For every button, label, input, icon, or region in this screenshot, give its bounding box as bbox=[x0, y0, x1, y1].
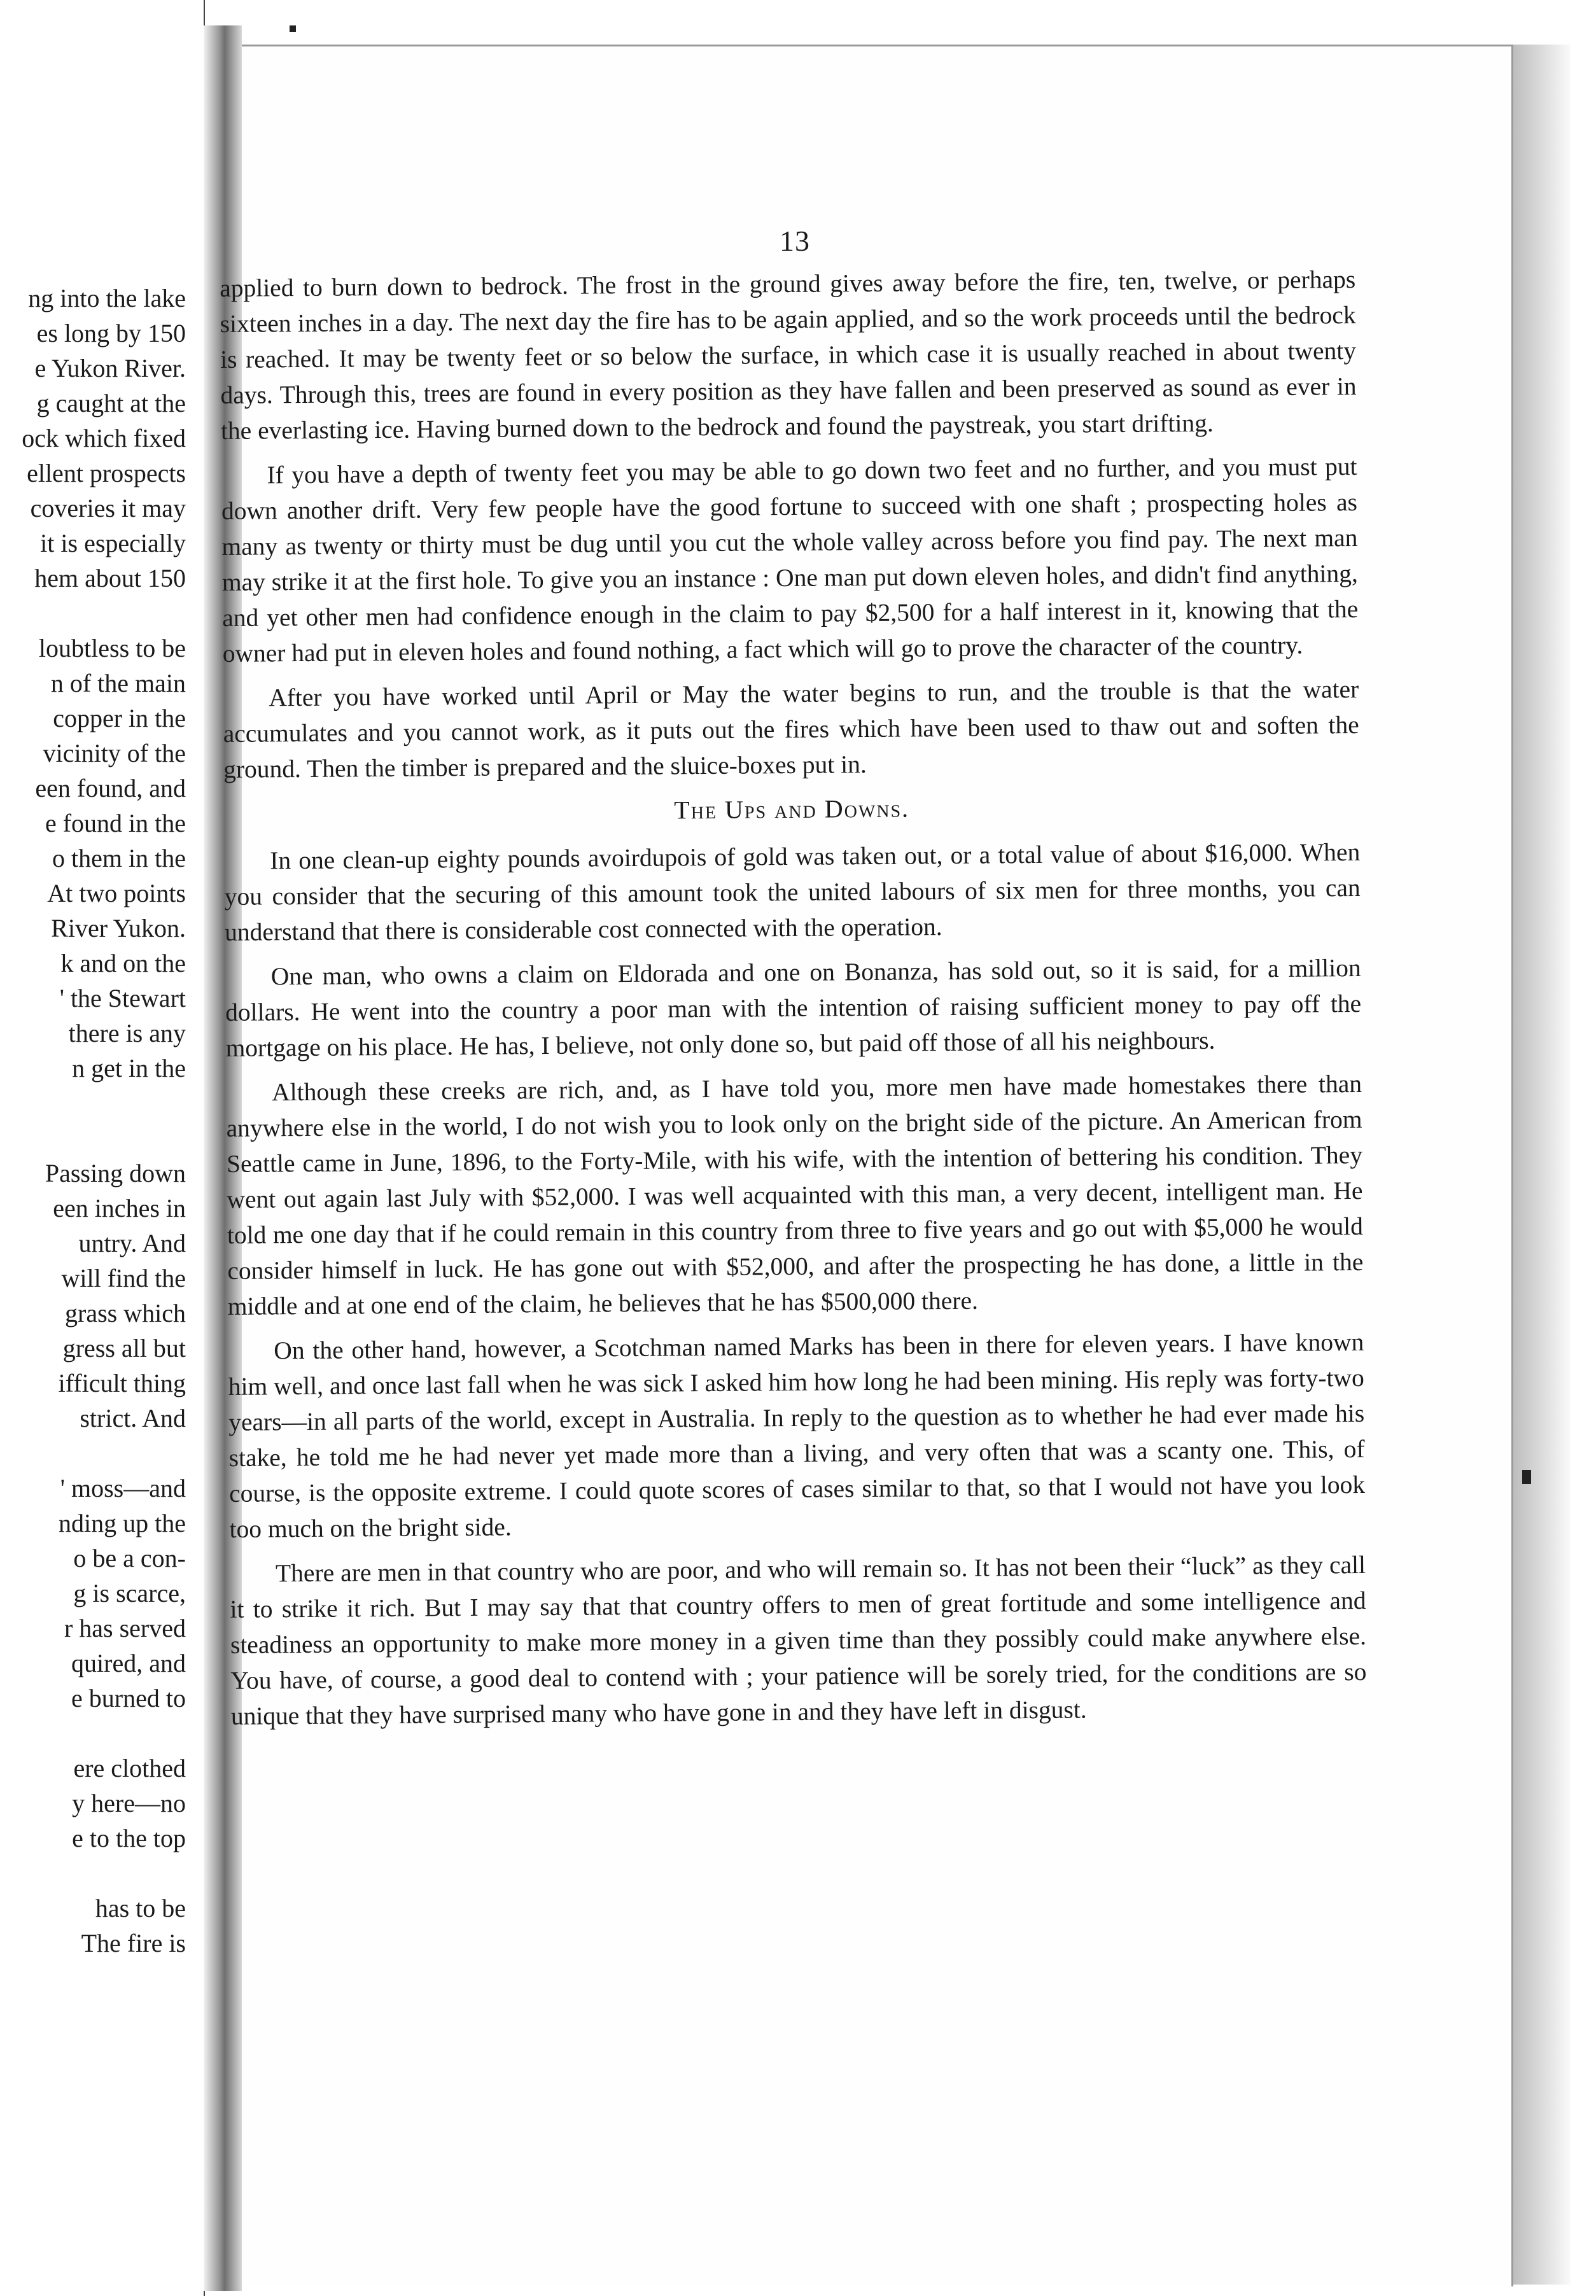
previous-page-line: there is any bbox=[68, 1019, 186, 1047]
previous-page-line: e to the top bbox=[72, 1824, 186, 1852]
previous-page-line: copper in the bbox=[53, 704, 186, 732]
paragraph: If you have a depth of twenty feet you may be able to go down two feet and no further, and you must put down another drift. Very few people have the good fortune to succeed with one shaft ; prospecting holes as many as twenty or thirty must be dug until you cut the whole valley across before you find pay. The next man may strike it at the first hole. To give you an instance : One man put down eleven holes, and didn't find anything, and yet other men had confidence enough in the claim to pay $2,500 for a half interest in it, knowing that the owner had put in eleven holes and found nothing, a fact which will go to prove the character of the country. bbox=[221, 452, 1359, 668]
previous-page-line: ellent prospects bbox=[27, 459, 186, 487]
previous-page-line: At two points bbox=[47, 879, 186, 907]
previous-page-line: n get in the bbox=[72, 1054, 186, 1082]
previous-page-line: quired, and bbox=[71, 1649, 186, 1677]
paragraph: applied to burn down to bedrock. The frost in the ground gives away before the fire, ten, twelve, or perhaps sixteen inches in a day. The next day the fire has to be again applied, and so the work proceeds until the bedrock is reached. It may be twenty feet or so below the surface, in which case it is usually reached in about twenty days. Through this, trees are found in every position as they have fallen and been preserved as sound as ever in the everlasting ice. Having burned down to the bedrock and found the paystreak, you start drifting. bbox=[220, 265, 1357, 445]
previous-page-line: ere clothed bbox=[73, 1754, 186, 1782]
page-body bbox=[220, 262, 1367, 1743]
previous-page-line: ock which fixed bbox=[22, 424, 186, 452]
previous-page-line: g is scarce, bbox=[73, 1579, 186, 1607]
previous-page-line: gress all but bbox=[62, 1334, 186, 1362]
previous-page-line: o them in the bbox=[52, 844, 186, 872]
previous-page-line: k and on the bbox=[60, 949, 186, 977]
previous-page-line: es long by 150 bbox=[36, 319, 186, 347]
paragraph: On the other hand, however, a Scotchman named Marks has been in there for eleven years. I have known him well, and once last fall when he was sick I asked him how long he had been mining. His reply was forty-two years—in all parts of the world, except in Australia. In reply to the question as to whether he had ever made his stake, he told me he had never yet made more than a living, and very often that was a scanty one. This, of course, is the opposite extreme. I could quote scores of cases similar to that, so that I would not have you look too much on the bright side. bbox=[228, 1327, 1366, 1543]
previous-page-line: n of the main bbox=[50, 669, 186, 697]
previous-page-line: Passing down bbox=[45, 1159, 186, 1187]
previous-page-line: untry. And bbox=[78, 1229, 186, 1257]
previous-page-line: e found in the bbox=[45, 809, 186, 837]
previous-page-line: y here—no bbox=[72, 1789, 186, 1817]
scan-mark bbox=[1522, 1470, 1531, 1484]
previous-page-line: grass which bbox=[65, 1299, 186, 1327]
section-heading: The Ups and Downs. bbox=[674, 794, 910, 825]
scan-speck bbox=[290, 25, 296, 32]
previous-page-line: coveries it may bbox=[30, 494, 186, 522]
previous-page-line: has to be bbox=[95, 1894, 186, 1922]
previous-page-line: e burned to bbox=[71, 1684, 186, 1712]
previous-page-line: River Yukon. bbox=[51, 914, 186, 942]
previous-page-line: ' the Stewart bbox=[59, 984, 186, 1012]
previous-page-fragment bbox=[0, 0, 205, 2296]
previous-page-line: ng into the lake bbox=[28, 284, 186, 312]
previous-page-line: The fire is bbox=[81, 1929, 186, 1957]
page-edge-shadow bbox=[1513, 45, 1571, 2285]
paragraph: After you have worked until April or May the water begins to run, and the trouble is that the water accumulates and you cannot work, as it puts out the fires which have been used to thaw out and soften the ground. Then the timber is prepared and the sluice-boxes put in. bbox=[223, 675, 1359, 783]
previous-page-line: loubtless to be bbox=[38, 634, 186, 662]
previous-page-line: g caught at the bbox=[36, 389, 186, 417]
previous-page-line: ' moss—and bbox=[60, 1474, 186, 1502]
previous-page-line: o be a con- bbox=[73, 1544, 186, 1572]
previous-page-line: e Yukon River. bbox=[34, 354, 186, 382]
paragraph: In one clean-up eighty pounds avoirdupois of gold was taken out, or a total value of about $16,000. When you consider that the securing of this amount took the united labours of six men for three months, you can understand that there is considerable cost connected with the operation. bbox=[224, 837, 1361, 946]
previous-page-line: r has served bbox=[64, 1614, 186, 1642]
paragraph: Although these creeks are rich, and, as I have told you, more men have made homestakes there than anywhere else in the world, I do not wish you to look only on the bright side of the picture. An American from Seattle came in June, 1896, to the Forty-Mile, with his wife, with the intention of bettering his condition. They went out again last July with $52,000. I was well acquainted with this man, a very decent, intelligent man. He told me one day that if he could remain in this country from three to five years and go out with $5,000 he would consider himself in luck. He has gone out with $52,000, and after the prospecting he has done, a little in the middle and at one end of the claim, he believes that he has $500,000 there. bbox=[226, 1069, 1364, 1320]
previous-page-line: nding up the bbox=[59, 1509, 186, 1537]
previous-page-line: hem about 150 bbox=[34, 564, 186, 592]
paragraph: There are men in that country who are poor, and who will remain so. It has not been their “luck” as they call it to strike it rich. But I may say that that country offers to men of great fortitude and some intelligence and steadiness an opportunity to make more money in a given time than they possibly could make anywhere else. You have, of course, a good deal to contend with ; your patience will be sorely tried, for the conditions are so unique that they have surprised many who have gone in and they have left in disgust. bbox=[230, 1550, 1367, 1730]
page-number: 13 bbox=[780, 225, 810, 257]
previous-page-line: strict. And bbox=[80, 1404, 186, 1432]
previous-page-line: een found, and bbox=[35, 774, 186, 802]
paragraph: One man, who owns a claim on Eldorada and one on Bonanza, has sold out, so it is said, for a million dollars. He went into the country a poor man with the intention of raising sufficient money to pay off the mortgage on his place. He has, I believe, not only done so, but paid off those of all his neighbours. bbox=[225, 953, 1362, 1062]
previous-page-line: will find the bbox=[61, 1264, 186, 1292]
previous-page-line: ifficult thing bbox=[58, 1369, 186, 1397]
previous-page-line: een inches in bbox=[53, 1194, 186, 1222]
previous-page-line: it is especially bbox=[40, 529, 186, 557]
previous-page-line: vicinity of the bbox=[43, 739, 186, 767]
